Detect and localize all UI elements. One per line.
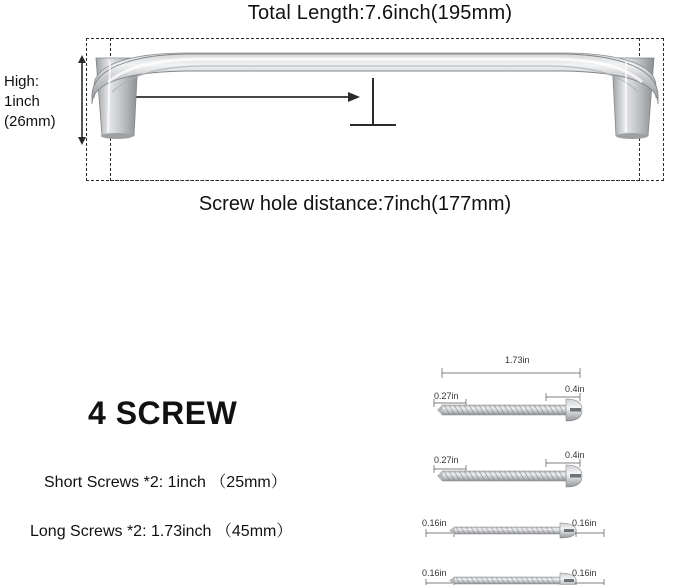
dim-long-total: 1.73in bbox=[505, 355, 530, 365]
height-label-line-1: High: bbox=[4, 73, 40, 90]
dim-long-head: 0.4in bbox=[565, 384, 585, 394]
screws-svg bbox=[420, 355, 679, 585]
screw-distance-baseline bbox=[110, 180, 640, 181]
dim-small-right-2: 0.16in bbox=[572, 568, 597, 578]
dim-short-thread: 0.27in bbox=[434, 455, 459, 465]
dim-short-head: 0.4in bbox=[565, 450, 585, 460]
height-label bbox=[4, 72, 84, 132]
height-label-line-3: (26mm) bbox=[4, 113, 56, 130]
cabinet-handle-illustration bbox=[86, 52, 664, 142]
total-length-label: Total Length:7.6inch(195mm) bbox=[247, 2, 513, 24]
dim-small-left-1: 0.16in bbox=[422, 518, 447, 528]
height-label-line-2: 1inch bbox=[4, 93, 40, 110]
screw-section-heading: 4 SCREW bbox=[88, 395, 238, 431]
long-screws-spec: Long Screws *2: 1.73inch （45mm） bbox=[30, 523, 293, 540]
short-screws-spec: Short Screws *2: 1inch （25mm） bbox=[44, 474, 287, 491]
dim-small-right-1: 0.16in bbox=[572, 518, 597, 528]
dim-long-thread: 0.27in bbox=[434, 391, 459, 401]
screw-hole-distance-label: Screw hole distance:7inch(177mm) bbox=[198, 193, 512, 215]
screws-illustration-group bbox=[420, 355, 679, 585]
dim-small-left-2: 0.16in bbox=[422, 568, 447, 578]
